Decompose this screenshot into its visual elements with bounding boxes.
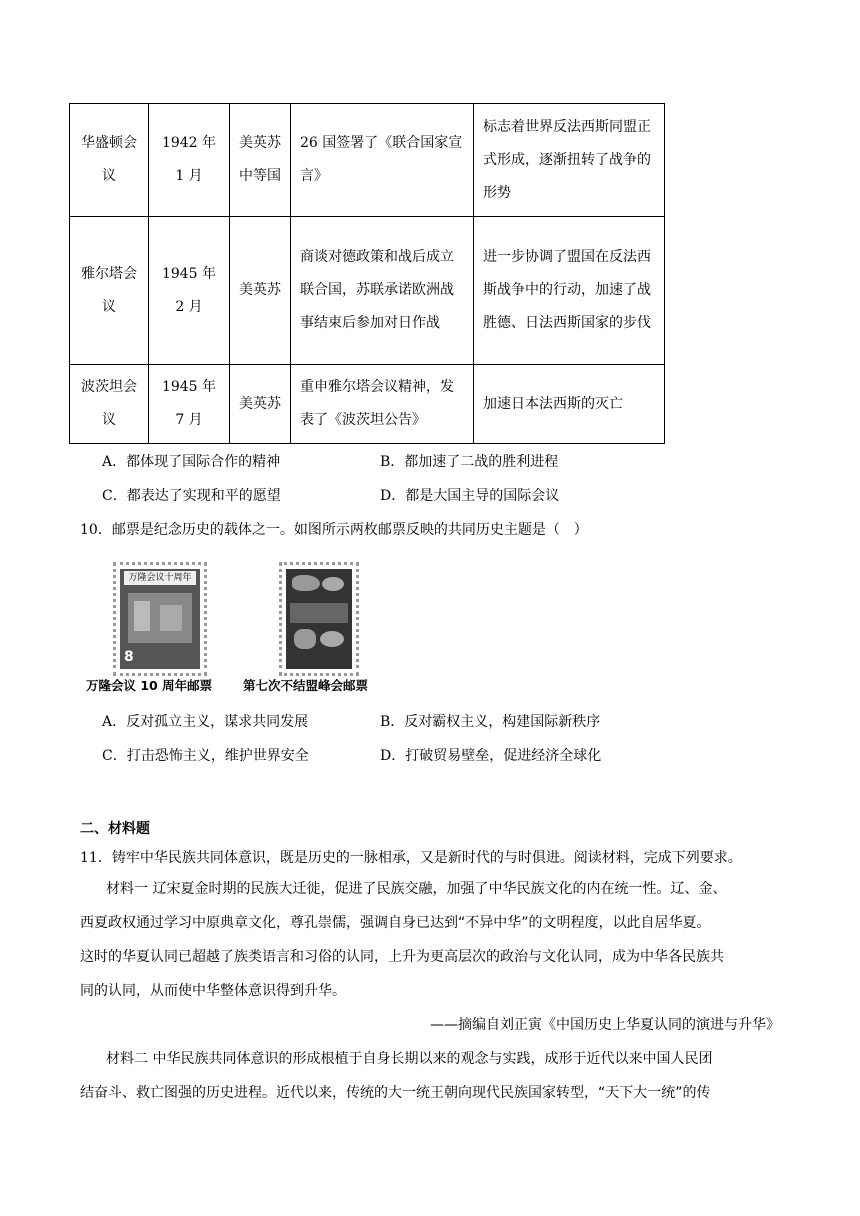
material2-line2: 结奋斗、救亡图强的历史进程。近代以来，传统的大一统王朝向现代民族国家转型，“天下大一统”的传 bbox=[80, 1085, 711, 1101]
conference-table bbox=[69, 103, 665, 444]
cell-name: 华盛顿会议 bbox=[70, 104, 149, 217]
section-heading: 二、材料题 bbox=[80, 821, 150, 837]
stamp1-caption: 万隆会议 10 周年邮票 bbox=[86, 678, 213, 693]
stamp2-caption: 第七次不结盟峰会邮票 bbox=[243, 678, 369, 693]
material1-line4: 同的认同，从而使中华整体意识得到升华。 bbox=[80, 983, 346, 999]
q9-option-c: C．都表达了实现和平的愿望 bbox=[102, 488, 281, 504]
table-row bbox=[70, 217, 665, 365]
material2-line1: 材料二 中华民族共同体意识的形成根植于自身长期以来的观念与实践，成形于近代以来中国人民团 bbox=[106, 1051, 713, 1067]
stamp1-top-text: 万隆会议十周年 bbox=[124, 571, 196, 585]
cell-parties: 美英苏 bbox=[230, 365, 291, 444]
bandung-stamp-image bbox=[113, 562, 207, 676]
q10-option-b: B．反对霸权主义，构建国际新秩序 bbox=[380, 714, 601, 730]
material1-line1: 材料一 辽宋夏金时期的民族大迁徙，促进了民族交融，加强了中华民族文化的内在统一性。辽、金、 bbox=[106, 881, 727, 897]
stamp1-value: 8 bbox=[124, 649, 134, 665]
cell-content: 重申雅尔塔会议精神，发表了《波茨坦公告》 bbox=[291, 365, 474, 444]
q9-option-b: B．都加速了二战的胜利进程 bbox=[380, 454, 559, 470]
material1-line2: 西夏政权通过学习中原典章文化，尊孔崇儒，强调自身已达到“不异中华”的文明程度，以此自居华夏。 bbox=[80, 915, 711, 931]
cell-date: 1942 年 1 月 bbox=[149, 104, 230, 217]
cell-date: 1945 年 7 月 bbox=[149, 365, 230, 444]
q10-option-a: A．反对孤立主义，谋求共同发展 bbox=[102, 714, 309, 730]
cell-date: 1945 年 2 月 bbox=[149, 217, 230, 365]
cell-name: 波茨坦会议 bbox=[70, 365, 149, 444]
q10-option-c: C．打击恐怖主义，维护世界安全 bbox=[102, 748, 309, 764]
cell-parties: 美英苏 bbox=[230, 217, 291, 365]
table-row bbox=[70, 365, 665, 444]
nonaligned-summit-stamp-image bbox=[279, 562, 359, 676]
cell-content: 26 国签署了《联合国家宣言》 bbox=[291, 104, 474, 217]
material1-source: ——摘编自刘正寅《中国历史上华夏认同的演进与升华》 bbox=[430, 1017, 780, 1033]
cell-significance: 标志着世界反法西斯同盟正式形成，逐渐扭转了战争的形势 bbox=[474, 104, 665, 217]
q10-option-d: D．打破贸易壁垒，促进经济全球化 bbox=[380, 748, 602, 764]
q9-option-a: A．都体现了国际合作的精神 bbox=[102, 454, 281, 470]
q11-stem: 11．铸牢中华民族共同体意识，既是历史的一脉相承，又是新时代的与时俱进。阅读材料，完成下列要求。 bbox=[80, 850, 742, 866]
table-row bbox=[70, 104, 665, 217]
q10-stem: 10．邮票是纪念历史的载体之一。如图所示两枚邮票反映的共同历史主题是（ ） bbox=[80, 522, 588, 538]
cell-significance: 加速日本法西斯的灭亡 bbox=[474, 365, 665, 444]
material1-line3: 这时的华夏认同已超越了族类语言和习俗的认同，上升为更高层次的政治与文化认同，成为中华各民族共 bbox=[80, 949, 724, 965]
cell-parties: 美英苏中等国 bbox=[230, 104, 291, 217]
q9-option-d: D．都是大国主导的国际会议 bbox=[380, 488, 560, 504]
cell-name: 雅尔塔会议 bbox=[70, 217, 149, 365]
cell-content: 商谈对德政策和战后成立联合国，苏联承诺欧洲战事结束后参加对日作战 bbox=[291, 217, 474, 365]
cell-significance: 进一步协调了盟国在反法西斯战争中的行动，加速了战胜德、日法西斯国家的步伐 bbox=[474, 217, 665, 365]
